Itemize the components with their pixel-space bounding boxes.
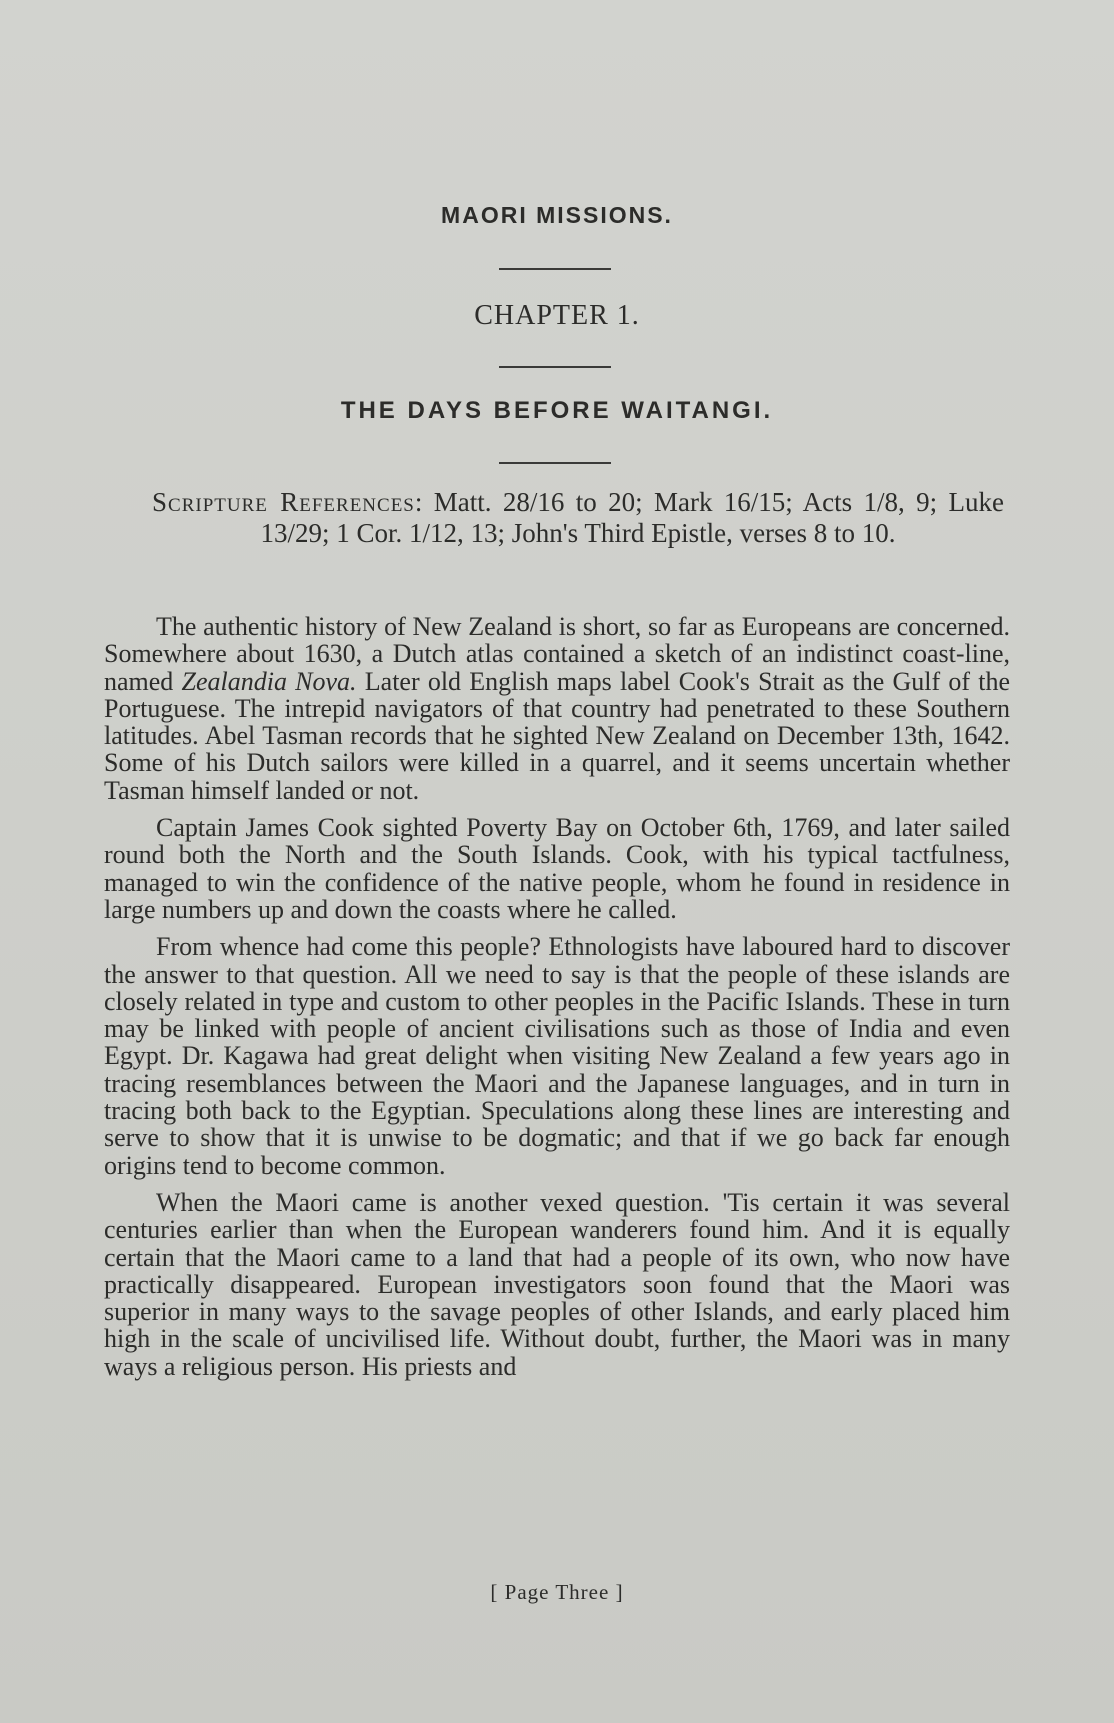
emphasis-text: Zealandia Nova. (181, 666, 357, 696)
divider-rule (499, 366, 611, 368)
divider-rule (499, 268, 611, 270)
scripture-label: Scripture References (152, 487, 415, 517)
paragraph-text: The authentic history of New Zealand is short, so far as Europeans are concerned. Somewhere about 1630, a Dutch atlas contained a sketch of an indistinct coast-line, named (104, 612, 1010, 696)
paragraph (104, 613, 1010, 804)
series-title: MAORI MISSIONS. (441, 202, 673, 228)
divider-rule (499, 462, 611, 464)
body-text (104, 613, 1010, 1390)
paragraph-text: Later old English maps label Cook's Strait as the Gulf of the Portuguese. The intrepid navigators of that country had penetrated to these Southern latitudes. Abel Tasman records that he sighted New Zealand on December 13th, 1642. Some of his Dutch sailors were killed in a quarrel, and it seems uncertain whether Tasman himself landed or not. (104, 666, 1010, 805)
paragraph: When the Maori came is another vexed question. 'Tis certain it was several centuries earlier than when the European wanderers found him. And it is equally certain that the Maori came to a land that had a people of its own, who now have practically disappeared. European investigators soon found that the Maori was superior in many ways to the savage peoples of other Islands, and early placed him high in the scale of uncivilised life. Without doubt, further, the Maori was in many ways a religious person. His priests and (104, 1187, 1010, 1381)
scripture-references (152, 487, 1004, 549)
chapter-title: THE DAYS BEFORE WAITANGI. (340, 397, 774, 424)
paragraph: From whence had come this people? Ethnologists have laboured hard to discover the answer to that question. All we need to say is that the people of these islands are closely related in type and custom to other peoples in the Pacific Islands. These in turn may be linked with people of ancient civilisations such as those of India and even Egypt. Dr. Kagawa had great delight when visiting New Zealand a few years ago in tracing resemblances between the Maori and the Japanese languages, and in turn in tracing both back to the Egyptian. Speculations along these lines are interesting and serve to show that it is unwise to be dogmatic; and that if we go back far enough origins tend to become common. (104, 932, 1010, 1180)
scripture-text: : Matt. 28/16 to 20; Mark 16/15; Acts 1/8, 9; Luke 13/29; 1 Cor. 1/12, 13; John's Third Epistle, verses 8 to 10. (260, 487, 1005, 548)
page-number: [ Page Three ] (490, 1580, 624, 1604)
chapter-heading: CHAPTER 1. (474, 300, 640, 331)
paragraph: Captain James Cook sighted Poverty Bay on October 6th, 1769, and later sailed round both the North and the South Islands. Cook, with his typical tactfulness, managed to win the confidence of the native people, whom he found in residence in large numbers up and down the coasts where he called. (104, 813, 1010, 924)
